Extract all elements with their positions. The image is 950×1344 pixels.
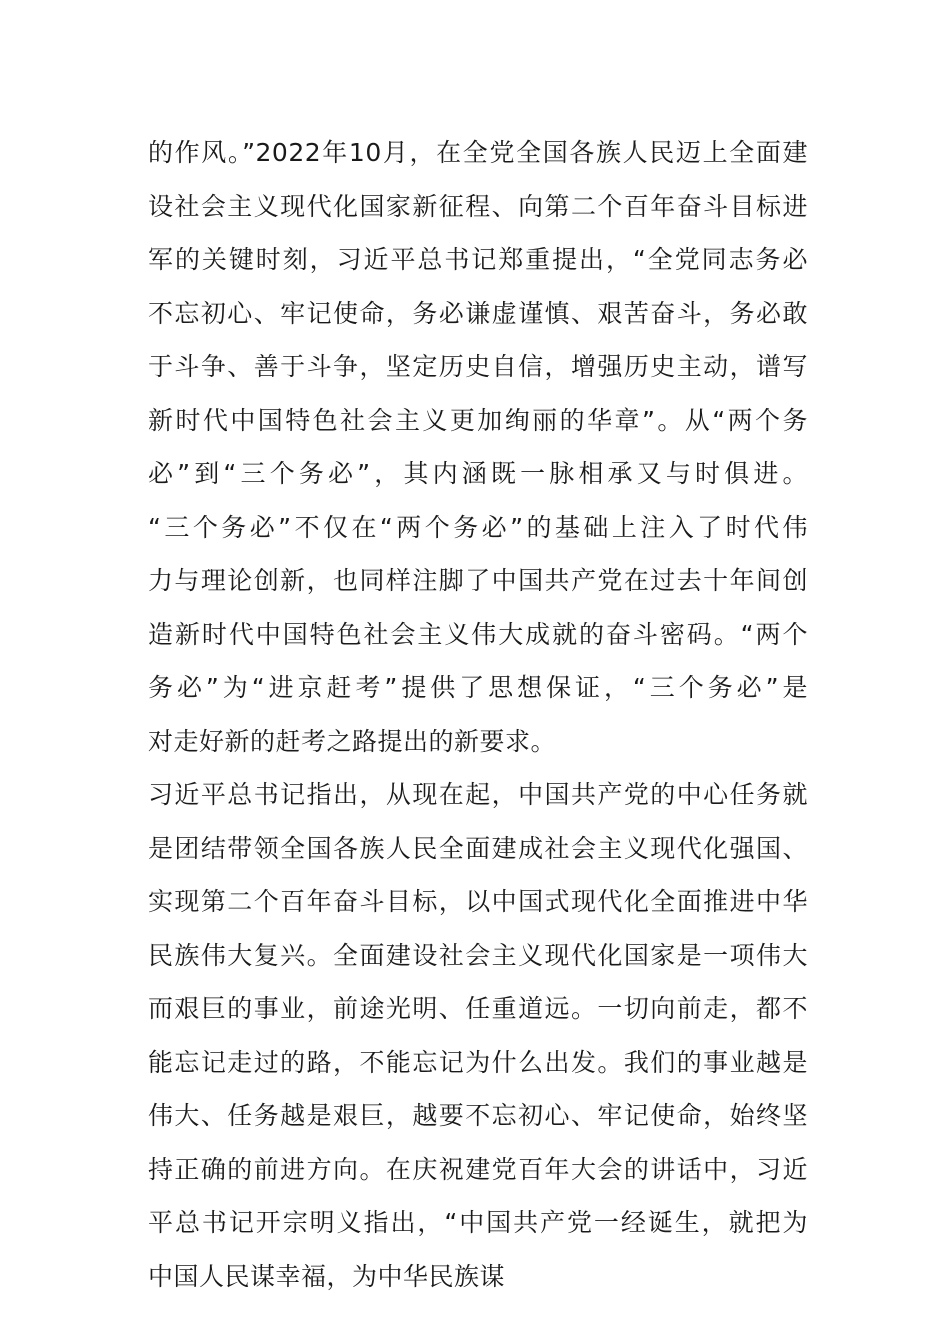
text-line: 军的关键时刻，习近平总书记郑重提出，“全党同志务必 [148,245,808,274]
text-line: 对走好新的赶考之路提出的新要求。 [148,726,557,756]
text-line: 于斗争、善于斗争，坚定历史自信，增强历史主动，谱写 [148,352,808,381]
text-line: 习近平总书记指出，从现在起，中国共产党的中心任务就 [148,780,808,809]
text-line: 新时代中国特色社会主义更加绚丽的华章”。从“两个务 [148,405,808,435]
text-line: 能忘记走过的路，不能忘记为什么出发。我们的事业越是 [148,1047,808,1077]
text-line: 必”到“三个务必”，其内涵既一脉相承又与时俱进。 [148,459,808,488]
text-line: 平总书记开宗明义指出，“中国共产党一经诞生，就把为 [148,1208,808,1237]
text-line: 而艰巨的事业，前途光明、任重道远。一切向前走，都不 [148,994,808,1023]
text-line: “三个务必”不仅在“两个务必”的基础上注入了时代伟 [148,512,808,542]
document-body [148,126,808,1303]
paragraph-2 [148,768,808,1303]
text-line: 持正确的前进方向。在庆祝建党百年大会的讲话中，习近 [148,1154,808,1184]
paragraph-1 [148,126,808,768]
text-line: 的作风。”2022年10月，在全党全国各族人民迈上全面建 [148,138,808,167]
text-line: 实现第二个百年奋斗目标，以中国式现代化全面推进中华 [148,887,808,916]
text-line: 伟大、任务越是艰巨，越要不忘初心、牢记使命，始终坚 [148,1101,808,1130]
text-line: 力与理论创新，也同样注脚了中国共产党在过去十年间创 [148,566,808,595]
text-line: 务必”为“进京赶考”提供了思想保证，“三个务必”是 [148,673,808,702]
text-line: 是团结带领全国各族人民全面建成社会主义现代化强国、 [148,833,808,863]
text-line: 设社会主义现代化国家新征程、向第二个百年奋斗目标进 [148,191,808,221]
text-line: 民族伟大复兴。全面建设社会主义现代化国家是一项伟大 [148,940,808,970]
text-line: 造新时代中国特色社会主义伟大成就的奋斗密码。“两个 [148,619,808,649]
text-line: 中国人民谋幸福，为中华民族谋 [148,1261,506,1291]
text-line: 不忘初心、牢记使命，务必谦虚谨慎、艰苦奋斗，务必敢 [148,298,808,328]
